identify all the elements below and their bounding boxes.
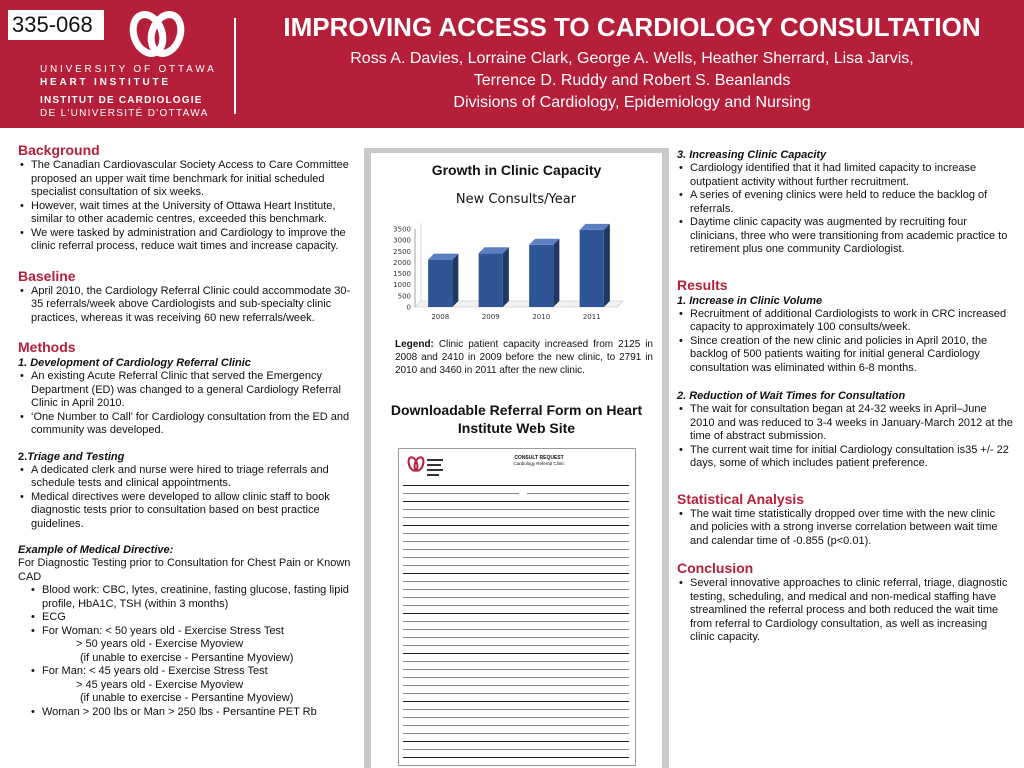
directive-line: (if unable to exercise - Persantine Myoview) — [80, 692, 294, 704]
form-line — [403, 549, 629, 550]
list-item: • Cardiology identified that it had limited capacity to increase outpatient activity without further recruitment. — [677, 162, 1013, 189]
list-item: • Since creation of the new clinic and policies in April 2010, the backlog of 500 patients waiting for initial general Cardiology consultation was eliminated within 6-8 months. — [677, 335, 1013, 376]
form-line — [403, 605, 629, 606]
list-item: • Several innovative approaches to clinic referral, triage, diagnostic testing, scheduling, and medical and non-medical staffing have streamlined the referral process and both reduced the wait time from referral to Cardiology consultation, as well as increasing clinic capacity. — [677, 577, 1013, 645]
institution-line-3: INSTITUT DE CARDIOLOGIE — [40, 95, 203, 106]
right-column — [677, 142, 1013, 645]
statistical-analysis-list — [677, 508, 1013, 549]
authors-line-1: Ross A. Davies, Lorraine Clark, George A. Wells, Heather Sherrard, Lisa Jarvis, — [350, 50, 914, 67]
bar-2009 — [479, 253, 503, 307]
heart-institute-logo-icon — [126, 6, 190, 62]
form-line — [403, 597, 629, 598]
list-item: • Recruitment of additional Cardiologists to work in CRC increased capacity to approximately 100 consults/week. — [677, 308, 1013, 335]
results-subheading-2: 2. Reduction of Wait Times for Consultation — [677, 390, 906, 402]
y-tick-label: 1500 — [393, 270, 411, 279]
authors-line-2: Terrence D. Ruddy and Robert S. Beanlands — [473, 72, 791, 89]
form-line — [403, 757, 629, 758]
list-item: • However, wait times at the University of Ottawa Heart Institute, similar to other academic centres, exceeded this benchmark. — [18, 200, 358, 227]
list-item: • For Woman: < 50 years old - Exercise Stress Test — [18, 625, 358, 639]
legend-label: Legend: — [395, 339, 434, 350]
form-line — [403, 621, 629, 622]
methods-list-1 — [18, 370, 358, 438]
baseline-list — [18, 285, 358, 326]
form-line — [403, 557, 629, 558]
poster-title: IMPROVING ACCESS TO CARDIOLOGY CONSULTATION — [283, 12, 981, 42]
methods-subheading-2 — [18, 450, 358, 464]
results-subheading-1: 1. Increase in Clinic Volume — [677, 294, 823, 307]
chart-marks — [393, 223, 623, 321]
poster-header — [0, 0, 1024, 128]
form-line — [403, 509, 629, 510]
form-line — [403, 677, 629, 678]
form-line — [403, 533, 629, 534]
form-line — [403, 629, 629, 630]
center-panel-inner — [371, 153, 662, 768]
bar-side-2008 — [452, 254, 458, 307]
list-item: • Daytime clinic capacity was augmented by recruiting four clinicians, three who were transitioning from academic practice to retirement plus one community Cardiologist. — [677, 216, 1013, 257]
list-item: • Woman > 200 lbs or Man > 250 lbs - Persantine PET Rb — [18, 706, 358, 720]
form-line — [403, 709, 629, 710]
list-item: • ECG — [18, 611, 358, 625]
list-item: • ‘One Number to Call’ for Cardiology consultation from the ED and community was developed. — [18, 411, 358, 438]
list-item: • Medical directives were developed to allow clinic staff to book diagnostic tests prior to consultation based on best practice guidelines. — [18, 491, 358, 532]
form-line — [403, 589, 629, 590]
bar-2010 — [529, 245, 553, 307]
form-line — [403, 645, 629, 646]
chart-heading: Growth in Clinic Capacity — [431, 162, 602, 178]
form-line — [403, 613, 629, 614]
form-line — [403, 685, 629, 686]
consults-bar-chart — [371, 181, 662, 331]
y-tick-label: 2000 — [393, 258, 411, 267]
x-tick-label: 2010 — [532, 313, 551, 321]
form-line — [403, 749, 629, 750]
institution-line-2: HEART INSTITUTE — [40, 77, 171, 88]
legend-text: Clinic patient capacity increased from 2125 in 2008 and 2410 in 2009 before the new clinic, to 2791 in 2010 and 3460 in 2011 after the new clinic. — [395, 339, 653, 376]
bar-side-2010 — [553, 239, 559, 307]
y-tick-label: 1000 — [393, 281, 411, 290]
form-line — [403, 725, 629, 726]
y-tick-label: 500 — [397, 292, 411, 301]
form-line — [403, 701, 629, 702]
list-item: • The wait for consultation began at 24-32 weeks in April–June 2010 and was reduced to 3-4 weeks in January-March 2012 at the time of abstract submission. — [677, 403, 1013, 444]
list-item: • The Canadian Cardiovascular Society Access to Care Committee proposed an upper wait time benchmark for initial scheduled specialist consultation of six weeks. — [18, 159, 358, 200]
results-heading: Results — [677, 276, 728, 293]
left-column — [18, 142, 358, 719]
x-tick-label: 2008 — [431, 313, 450, 321]
form-line — [403, 581, 629, 582]
bar-2008 — [428, 260, 452, 307]
form-line — [403, 637, 629, 638]
background-list — [18, 159, 358, 254]
x-tick-label: 2011 — [582, 313, 601, 321]
referral-form-thumbnail[interactable] — [398, 448, 636, 766]
institution-line-4: DE L'UNIVERSITÉ D'OTTAWA — [40, 108, 209, 119]
form-line — [403, 669, 629, 670]
list-item: • A dedicated clerk and nurse were hired to triage referrals and schedule tests and clinical appointments. — [18, 464, 358, 491]
form-line — [403, 741, 629, 742]
institution-line-1: UNIVERSITY OF OTTAWA — [40, 64, 217, 75]
capacity-subheading: 3. Increasing Clinic Capacity — [677, 149, 827, 161]
list-item: • We were tasked by administration and Cardiology to improve the clinic referral process, reduce wait times and increase capacity. — [18, 227, 358, 254]
list-item: • A series of evening clinics were held to reduce the backlog of referrals. — [677, 189, 1013, 216]
form-title: CONSULT REQUEST — [514, 455, 564, 461]
poster-id: 335-068 — [8, 10, 104, 40]
header-divider — [234, 18, 236, 114]
form-line — [403, 517, 629, 518]
bar-2011 — [580, 230, 604, 307]
methods-list-2 — [18, 464, 358, 532]
bar-side-2011 — [604, 224, 610, 307]
results-list-2 — [677, 403, 1013, 471]
methods-subheading-2-text: Triage and Testing — [27, 450, 125, 463]
conclusion-list — [677, 577, 1013, 645]
list-item: • April 2010, the Cardiology Referral Clinic could accommodate 30-35 referrals/week above Cardiologists and sub-specialty clinic practices, whereas it was receiving 60 new referrals/week. — [18, 285, 358, 326]
form-line — [403, 541, 629, 542]
form-line — [403, 501, 629, 502]
form-heading: Downloadable Referral Form on Heart Institute Web Site — [390, 402, 643, 436]
directive-line: > 50 years old - Exercise Myoview — [76, 638, 244, 650]
baseline-heading: Baseline — [18, 267, 76, 284]
chart-legend — [395, 338, 653, 377]
form-line — [403, 653, 629, 654]
directive-line: > 45 years old - Exercise Myoview — [76, 678, 244, 691]
directive-heading: Example of Medical Directive: — [18, 544, 174, 556]
y-tick-label: 3000 — [393, 236, 411, 245]
y-tick-label: 3500 — [393, 225, 411, 234]
form-subtitle: Cardiology Referral Clinic — [513, 461, 565, 466]
form-line — [527, 493, 629, 494]
directive-list — [18, 584, 358, 719]
form-line — [403, 525, 629, 526]
form-line — [403, 493, 519, 494]
form-line — [403, 693, 629, 694]
y-tick-label: 0 — [406, 303, 411, 312]
bar-side-2009 — [503, 247, 509, 307]
chart-title: New Consults/Year — [455, 192, 577, 207]
form-line — [403, 717, 629, 718]
form-line — [403, 485, 629, 486]
form-line — [403, 733, 629, 734]
center-panel — [364, 148, 669, 768]
list-item: • The current wait time for initial Cardiology consultation is35 +/- 22 days, some of which includes patient preference. — [677, 444, 1013, 471]
methods-heading: Methods — [18, 339, 76, 355]
list-item: • For Man: < 45 years old - Exercise Stress Test — [18, 665, 358, 679]
conclusion-heading: Conclusion — [677, 560, 754, 576]
affiliation: Divisions of Cardiology, Epidemiology and Nursing — [453, 94, 811, 111]
list-item: • The wait time statistically dropped over time with the new clinic and policies with a strong inverse correlation between wait time and calendar time of -0.855 (p<0.01). — [677, 508, 1013, 549]
results-list-1 — [677, 308, 1013, 376]
statistical-analysis-heading: Statistical Analysis — [677, 490, 805, 507]
list-item: • An existing Acute Referral Clinic that served the Emergency Department (ED) was changed to a general Cardiology Referral Clinic in April 2010. — [18, 370, 358, 411]
x-tick-label: 2009 — [481, 313, 500, 321]
directive-line: (if unable to exercise - Persantine Myoview) — [80, 651, 294, 664]
capacity-list — [677, 162, 1013, 257]
directive-intro: For Diagnostic Testing prior to Consultation for Chest Pain or Known CAD — [18, 557, 351, 583]
form-line — [403, 661, 629, 662]
form-logo-icon — [405, 455, 445, 481]
form-line — [403, 565, 629, 566]
methods-subheading-1: 1. Development of Cardiology Referral Clinic — [18, 357, 251, 369]
background-heading: Background — [18, 142, 100, 158]
methods-subheading-2-number: 2. — [18, 450, 28, 463]
form-line — [403, 573, 629, 574]
list-item: • Blood work: CBC, lytes, creatinine, fasting glucose, fasting lipid profile, HbA1C, TSH (within 3 months) — [18, 584, 358, 611]
y-tick-label: 2500 — [393, 247, 411, 256]
